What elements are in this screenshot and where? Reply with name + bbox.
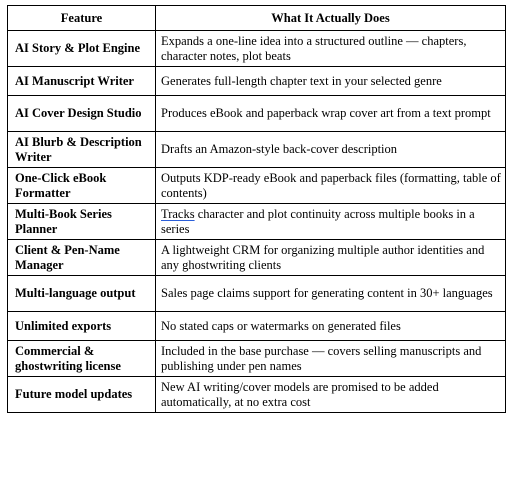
description-cell: Sales page claims support for generating content in 30+ languages: [156, 276, 506, 312]
table-row: [8, 168, 506, 204]
description-cell: Generates full-length chapter text in your selected genre: [156, 67, 506, 96]
description-cell: Drafts an Amazon-style back-cover description: [156, 132, 506, 168]
feature-cell: Unlimited exports: [8, 312, 156, 341]
description-cell: New AI writing/cover models are promised to be added automatically, at no extra cost: [156, 377, 506, 413]
table-row: [8, 31, 506, 67]
feature-cell: AI Blurb & Description Writer: [8, 132, 156, 168]
feature-cell: Commercial & ghostwriting license: [8, 341, 156, 377]
table-row: [8, 96, 506, 132]
description-cell: [156, 204, 506, 240]
feature-cell: AI Cover Design Studio: [8, 96, 156, 132]
description-cell: Included in the base purchase — covers selling manuscripts and publishing under pen names: [156, 341, 506, 377]
table-row: [8, 341, 506, 377]
table-header-row: [8, 6, 506, 31]
feature-cell: AI Manuscript Writer: [8, 67, 156, 96]
feature-cell: AI Story & Plot Engine: [8, 31, 156, 67]
header-feature: Feature: [8, 6, 156, 31]
feature-cell: Multi-language output: [8, 276, 156, 312]
description-cell: No stated caps or watermarks on generated files: [156, 312, 506, 341]
feature-table: [7, 5, 506, 413]
table-row: [8, 377, 506, 413]
description-rest: character and plot continuity across multiple books in a series: [161, 206, 475, 236]
feature-cell: Client & Pen-Name Manager: [8, 240, 156, 276]
table-row: [8, 67, 506, 96]
table-row: [8, 276, 506, 312]
description-cell: Expands a one-line idea into a structured outline — chapters, character notes, plot beats: [156, 31, 506, 67]
table-row: [8, 312, 506, 341]
table-row: [8, 132, 506, 168]
table-row: [8, 240, 506, 276]
feature-cell: One-Click eBook Formatter: [8, 168, 156, 204]
header-description: What It Actually Does: [156, 6, 506, 31]
feature-cell: Future model updates: [8, 377, 156, 413]
spellcheck-underlined-word: Tracks: [161, 206, 195, 221]
description-cell: Produces eBook and paperback wrap cover art from a text prompt: [156, 96, 506, 132]
description-cell: A lightweight CRM for organizing multiple author identities and any ghostwriting clients: [156, 240, 506, 276]
description-cell: Outputs KDP-ready eBook and paperback files (formatting, table of contents): [156, 168, 506, 204]
table-row: [8, 204, 506, 240]
feature-cell: Multi-Book Series Planner: [8, 204, 156, 240]
